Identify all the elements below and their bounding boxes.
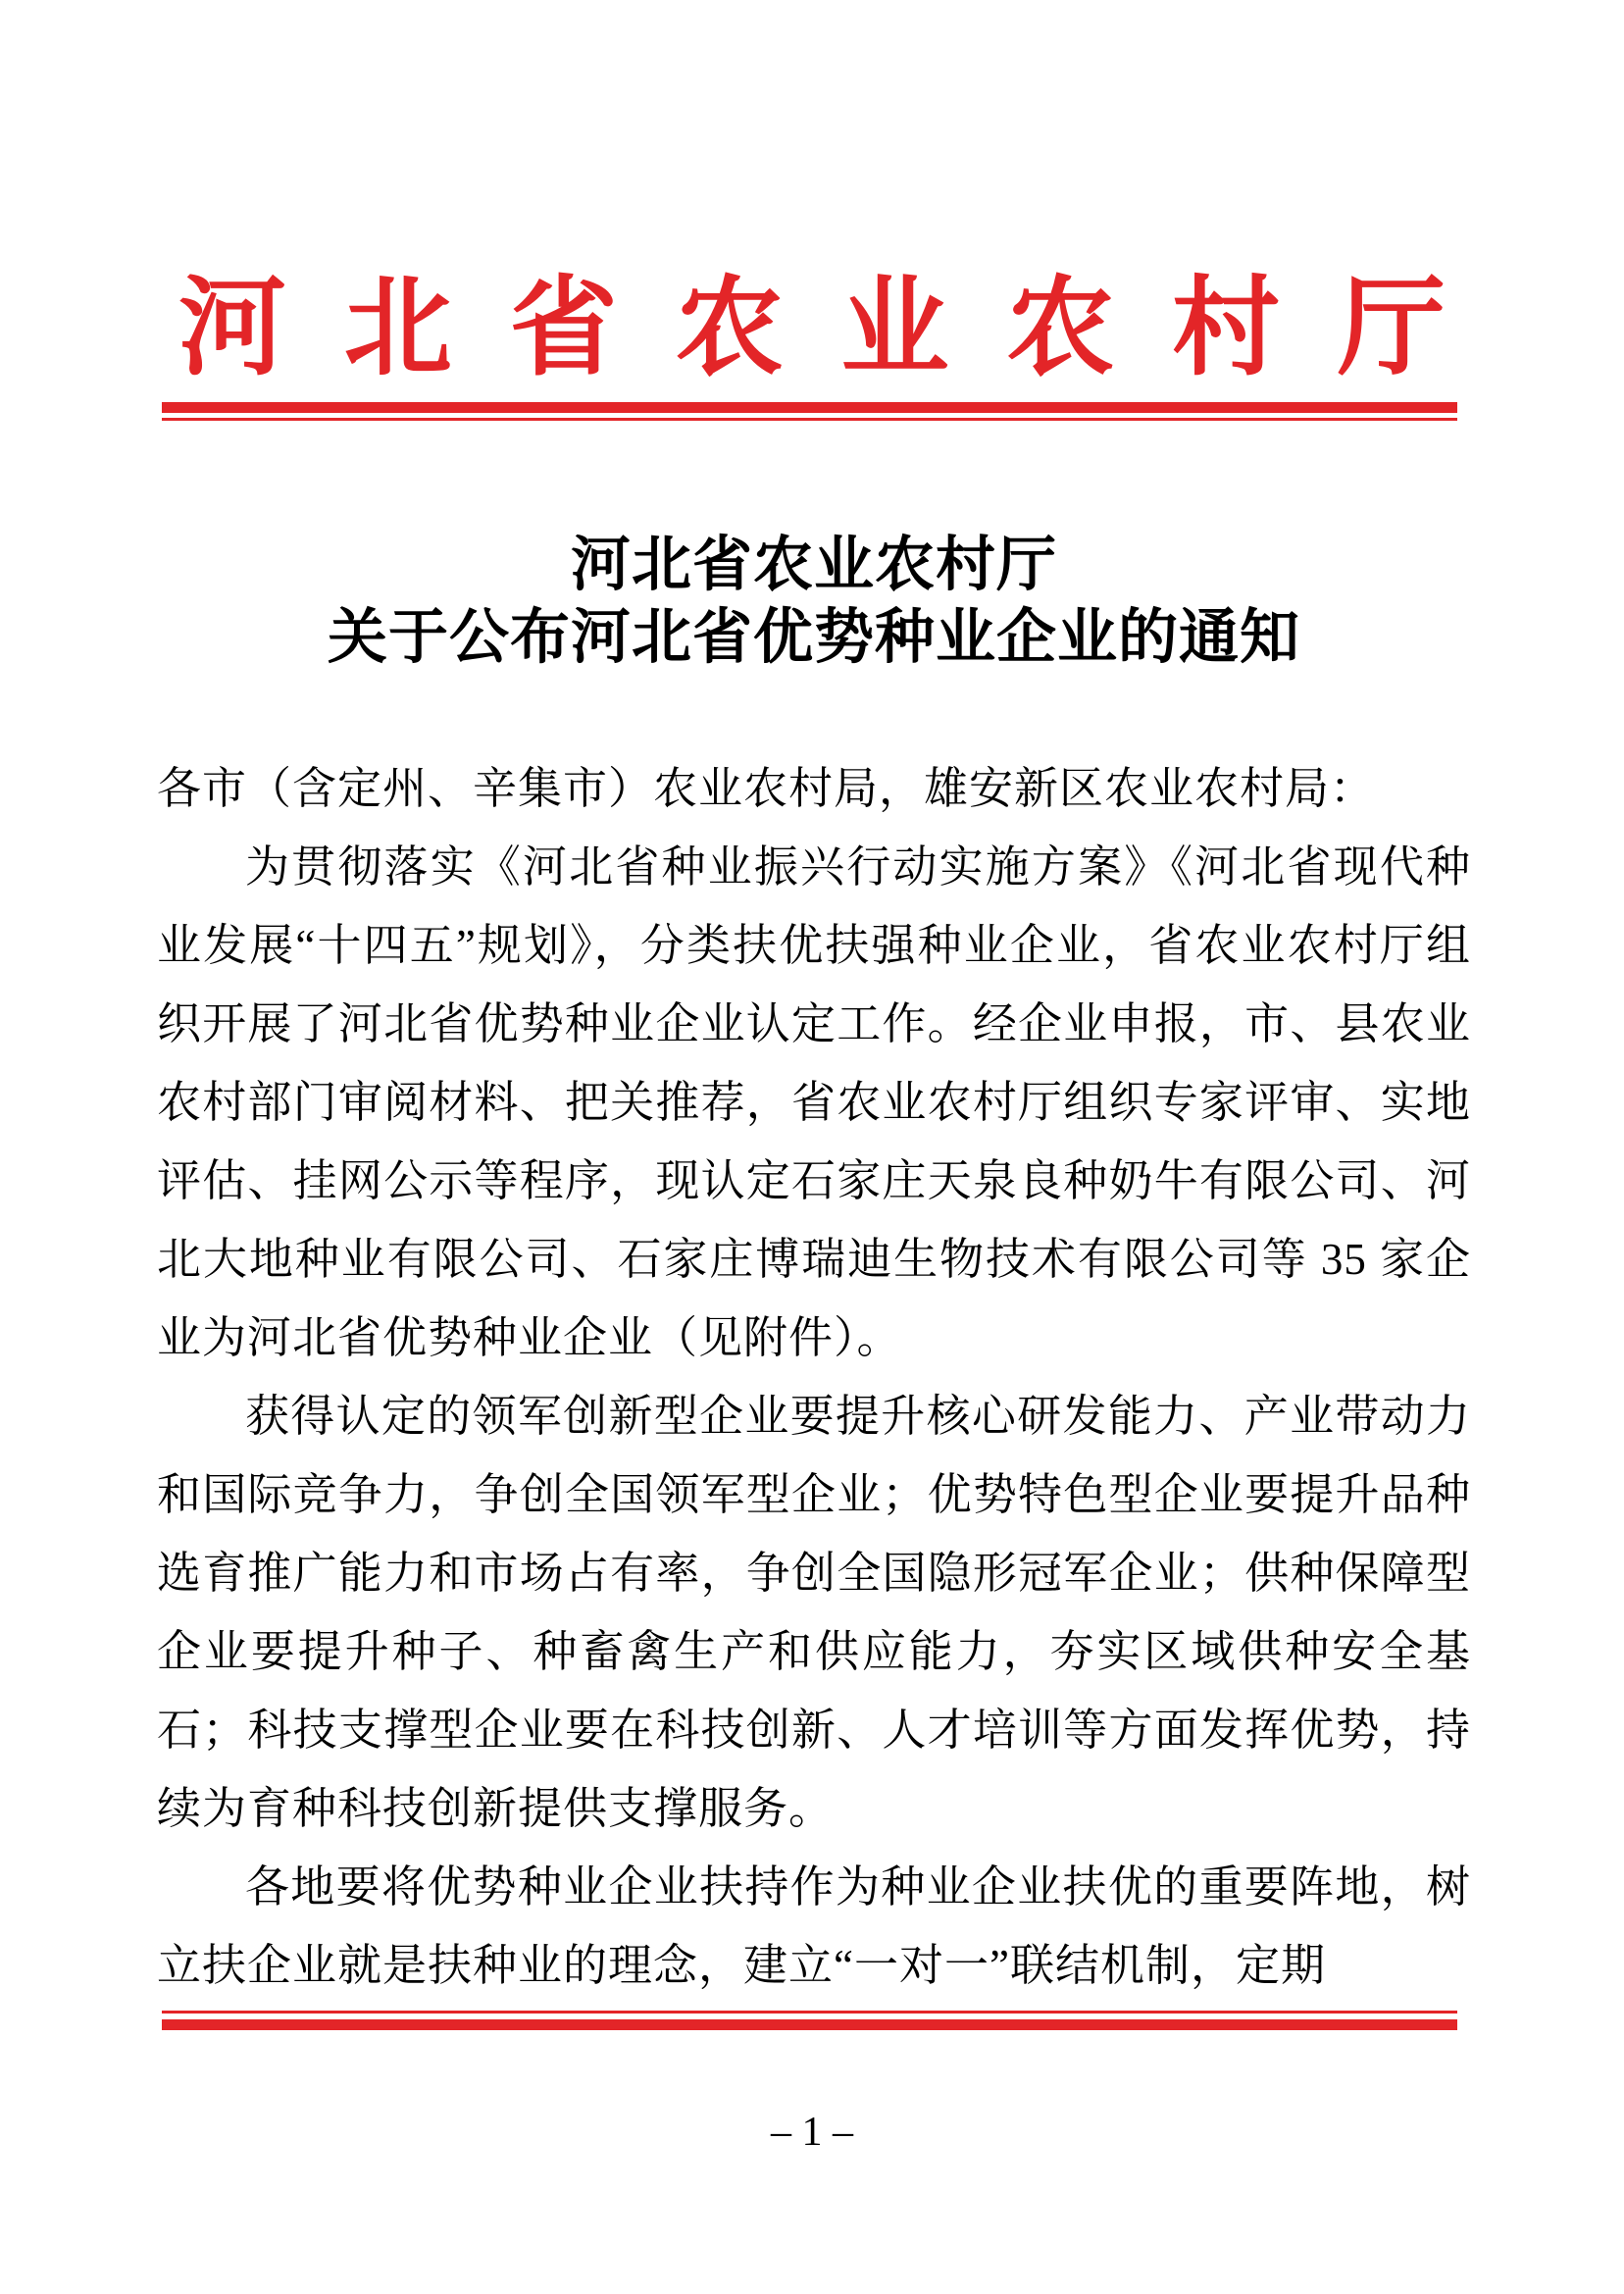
paragraph-1: 为贯彻落实《河北省种业振兴行动实施方案》《河北省现代种业发展“十四五”规划》，分类扶优扶强种业企业，省农业农村厅组织开展了河北省优势种业企业认定工作。经企业申报，市、县农业农村部门审阅材料、把关推荐，省农业农村厅组织专家评审、实地评估、挂网公示等程序，现认定石家庄天泉良种奶牛有限公司、河北大地种业有限公司、石家庄博瑞迪生物技术有限公司等 35 家企业为河北省优势种业企业（见附件）。: [157, 842, 1471, 1362]
document-title: [157, 530, 1471, 675]
document-title-line2: 关于公布河北省优势种业企业的通知: [327, 605, 1300, 671]
document-body: [157, 530, 1471, 2006]
page-number: – 1 –: [771, 2110, 853, 2155]
letterhead: [0, 269, 1624, 388]
document-text: [157, 749, 1471, 2005]
letterhead-title: 河北省农业农村厅: [178, 269, 1446, 388]
divider-thick-line: [162, 2019, 1457, 2030]
divider-thin-line: [162, 418, 1457, 421]
divider-thick-line: [162, 402, 1457, 413]
letterhead-divider: [162, 402, 1457, 421]
paragraph-2: 获得认定的领军创新型企业要提升核心研发能力、产业带动力和国际竞争力，争创全国领军型企业；优势特色型企业要提升品种选育推广能力和市场占有率，争创全国隐形冠军企业；供种保障型企业要提升种子、种畜禽生产和供应能力，夯实区域供种安全基石；科技支撑型企业要在科技创新、人才培训等方面发挥优势，持续为育种科技创新提供支撑服务。: [157, 1392, 1471, 1833]
divider-thin-line: [162, 2011, 1457, 2014]
footer-divider: [162, 2011, 1457, 2030]
salutation-line: 各市（含定州、辛集市）农业农村局，雄安新区农业农村局：: [157, 764, 1376, 813]
paragraph-3: 各地要将优势种业企业扶持作为种业企业扶优的重要阵地，树立扶企业就是扶种业的理念，建立“一对一”联结机制，定期: [157, 1862, 1471, 1990]
document-title-line1: 河北省农业农村厅: [570, 533, 1057, 598]
